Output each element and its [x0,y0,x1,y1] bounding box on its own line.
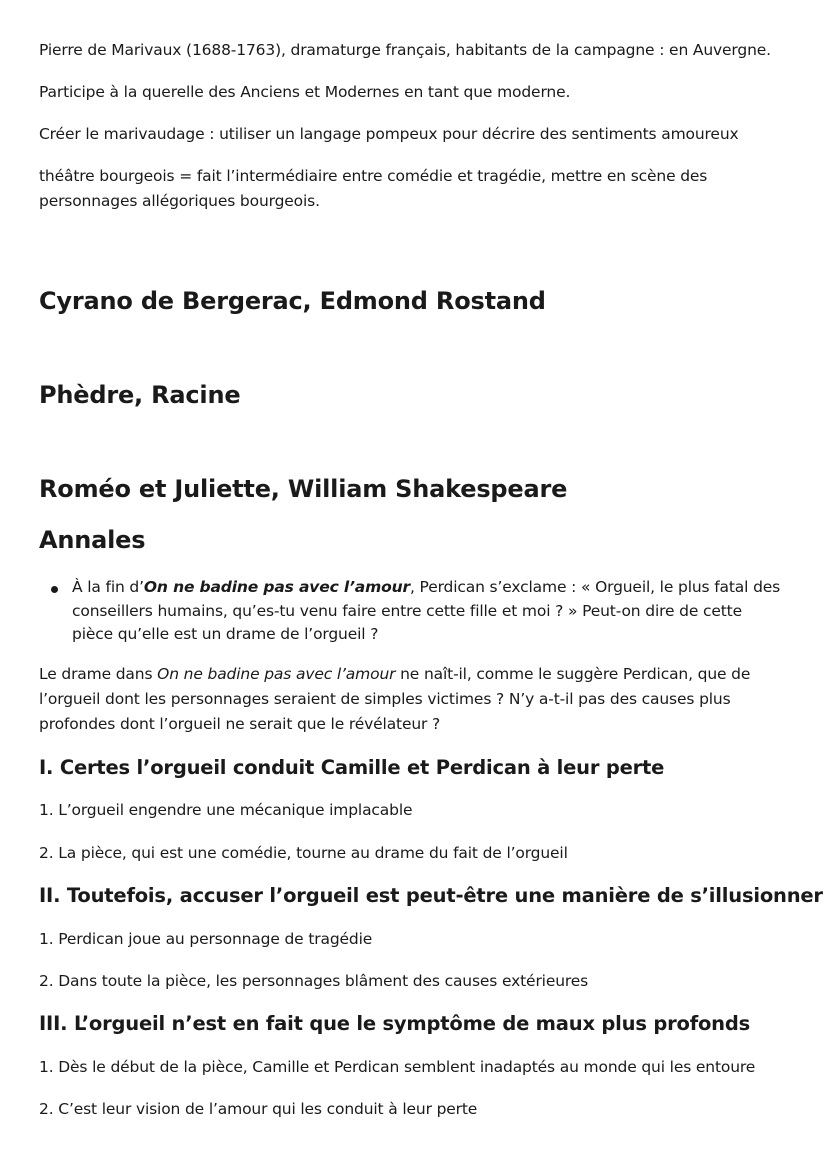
heading-romeo: Roméo et Juliette, William Shakespeare [39,475,568,503]
bullet-icon [51,586,58,593]
intro-paragraph-querelle: Participe à la querelle des Anciens et Modernes en tant que moderne. [39,83,571,101]
problem-statement [39,662,750,737]
work-title: On ne badine pas avec l’amour [143,578,410,596]
plan-part-2-sub-1: 1. Perdican joue au personnage de tragédie [39,930,373,948]
plan-part-3-title: III. L’orgueil n’est en fait que le symptôme de maux plus profonds [39,1012,751,1035]
problem-text-part: l’orgueil dont les personnages seraient de simples victimes ? N’y a-t-il pas des causes plus [39,690,731,708]
bullet-text-part: pièce qu’elle est un drame de l’orgueil ? [72,625,379,643]
bullet-text-part: , Perdican s’exclame : « Orgueil, le plus fatal des [410,578,781,596]
plan-part-3-sub-1: 1. Dès le début de la pièce, Camille et Perdican semblent inadaptés au monde qui les entoure [39,1058,756,1076]
intro-paragraph-line: personnages allégoriques bourgeois. [39,192,320,210]
plan-part-1-title: I. Certes l’orgueil conduit Camille et Perdican à leur perte [39,756,665,779]
heading-annales: Annales [39,526,146,554]
intro-paragraph-marivaudage: Créer le marivaudage : utiliser un langage pompeux pour décrire des sentiments amoureux [39,125,739,143]
intro-paragraph-theatre-bourgeois [39,164,707,214]
problem-text-part: profondes dont l’orgueil ne serait que le révélateur ? [39,715,441,733]
plan-part-1-sub-2: 2. La pièce, qui est une comédie, tourne au drame du fait de l’orgueil [39,844,568,862]
list-item [39,576,779,648]
problem-text-part: Le drame dans [39,665,158,683]
intro-paragraph-line: théâtre bourgeois = fait l’intermédiaire entre comédie et tragédie, mettre en scène des [39,167,708,185]
plan-part-2-title: II. Toutefois, accuser l’orgueil est peut-être une manière de s’illusionner [39,884,823,907]
bullet-text-part: conseillers humains, qu’es-tu venu faire entre cette fille et moi ? » Peut-on dire de cette [72,601,742,620]
plan-part-2-sub-2: 2. Dans toute la pièce, les personnages blâment des causes extérieures [39,972,589,990]
heading-cyrano: Cyrano de Bergerac, Edmond Rostand [39,287,546,315]
work-title: On ne badine pas avec l’amour [157,665,396,683]
heading-phedre: Phèdre, Racine [39,381,241,409]
bullet-text [72,576,780,647]
intro-paragraph-marivaux: Pierre de Marivaux (1688-1763), dramaturge français, habitants de la campagne : en Auvergne. [39,41,771,59]
problem-text-part: ne naît-il, comme le suggère Perdican, que de [395,665,751,683]
bullet-text-part: À la fin d’ [72,578,144,596]
plan-part-3-sub-2: 2. C’est leur vision de l’amour qui les conduit à leur perte [39,1100,478,1118]
plan-part-1-sub-1: 1. L’orgueil engendre une mécanique implacable [39,801,413,819]
